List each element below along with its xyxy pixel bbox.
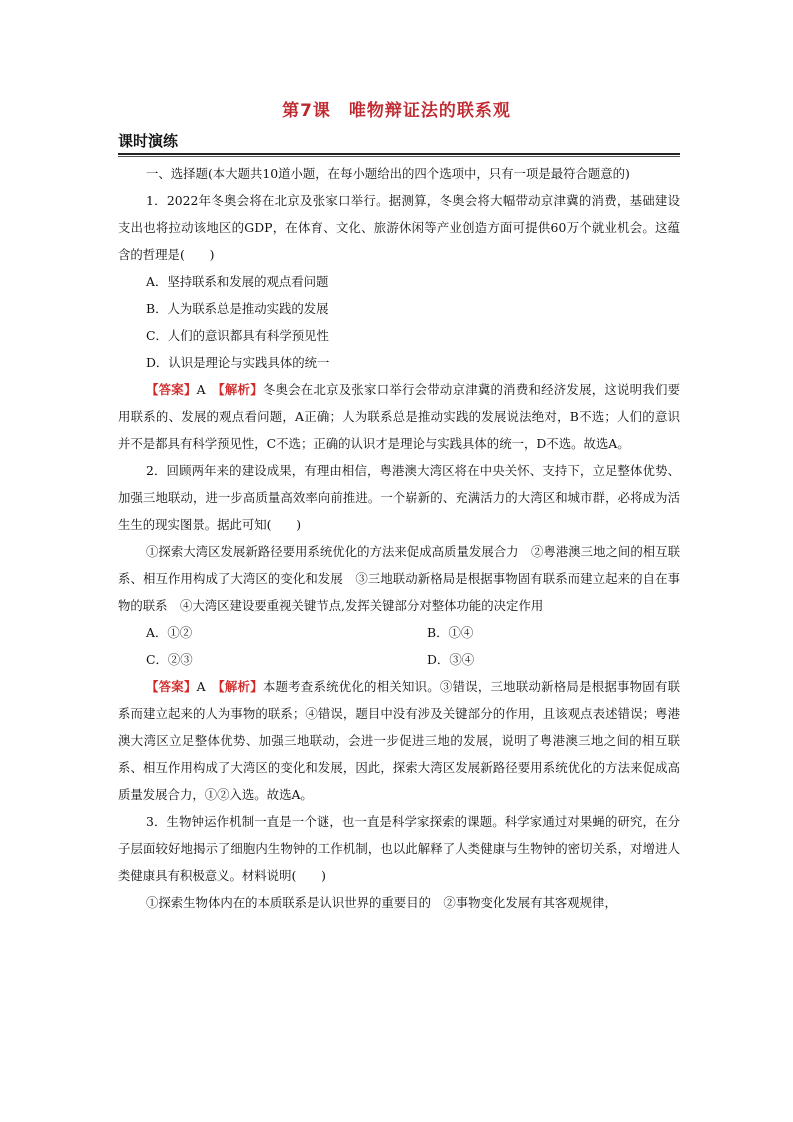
question-2-statements: ①探索大湾区发展新路径要用系统优化的方法来促成高质量发展合力 ②粤港澳三地之间的相互联系、相互作用构成了大湾区的变化和发展 ③三地联动新格局是根据事物固有联系而建立起来的自在事物的联系 ④大湾区建设要重视关键节点,发挥关键部分对整体功能的决定作用 [118, 544, 680, 613]
question-2-stem: 2．回顾两年来的建设成果，有理由相信，粤港澳大湾区将在中央关怀、支持下，立足整体优势、加强三地联动，进一步高质量高效率向前推进。一个崭新的、充满活力的大湾区和城市群，必将成为活生生的现实图景。据此可知( ) [118, 463, 680, 532]
analysis-tag: 【解析】 [218, 382, 263, 397]
question-2-option-a: A．①② [146, 625, 193, 640]
question-2-option-b: B．①④ [427, 625, 474, 640]
question-2-option-d: D．③④ [427, 652, 475, 667]
question-2-analysis: 本题考查系统优化的相关知识。③错误，三地联动新格局是根据事物固有联系而建立起来的人为事物的联系；④错误，题目中没有涉及关键部分的作用，且该观点表述错误；粤港澳大湾区立足整体优势、加强三地联动，会进一步促进三地的发展，说明了粤港澳三地之间的相互联系、相互作用构成了大湾区的变化和发展，因此，探索大湾区发展新路径要用系统优化的方法来促成高质量发展合力，①②入选。故选A。 [118, 679, 680, 802]
page-title: 第7课 唯物辩证法的联系观 [282, 101, 511, 121]
heading-rule-thin [118, 156, 680, 157]
question-1-analysis: 冬奥会在北京及张家口举行会带动京津冀的消费和经济发展，这说明我们要用联系的、发展的观点看问题，A正确；人为联系总是推动实践的发展说法绝对，B不选；人们的意识并不是都具有科学预见性，C不选；正确的认识才是理论与实践具体的统一，D不选。故选A。 [118, 382, 680, 451]
section-heading: 课时演练 [118, 132, 179, 150]
question-2-option-c: C．②③ [146, 652, 193, 667]
question-1-stem: 1．2022年冬奥会将在北京及张家口举行。据测算，冬奥会将大幅带动京津冀的消费，基础建设支出也将拉动该地区的GDP，在体育、文化、旅游休闲等产业创造方面可提供60万个就业机会。这蕴含的哲理是( ) [118, 193, 680, 262]
answer-tag: 【答案】 [146, 679, 197, 694]
question-3-statements: ①探索生物体内在的本质联系是认识世界的重要目的 ②事物变化发展有其客观规律， [146, 895, 617, 910]
question-2-options-row-2 [118, 646, 680, 673]
question-1-option-b: B．人为联系总是推动实践的发展 [146, 301, 329, 316]
document-content [118, 160, 680, 916]
question-2-answer-value: A [196, 679, 219, 694]
question-2-answer [118, 673, 680, 808]
heading-rule-thick [118, 153, 680, 155]
question-2-options-row-1 [118, 619, 680, 646]
question-1-option-a: A．坚持联系和发展的观点看问题 [146, 274, 329, 289]
analysis-tag: 【解析】 [218, 679, 263, 694]
section-intro: 一、选择题(本大题共10道小题，在每小题给出的四个选项中，只有一项是最符合题意的) [146, 166, 630, 181]
question-3-stem: 3．生物钟运作机制一直是一个谜，也一直是科学家探索的课题。科学家通过对果蝇的研究，在分子层面较好地揭示了细胞内生物钟的工作机制，也以此解释了人类健康与生物钟的密切关系，对增进人类健康具有积极意义。材料说明( ) [118, 814, 680, 883]
question-1-option-c: C．人们的意识都具有科学预见性 [146, 328, 329, 343]
answer-tag: 【答案】 [146, 382, 197, 397]
question-1-option-d: D．认识是理论与实践具体的统一 [146, 355, 330, 370]
question-1-answer [118, 376, 680, 457]
question-1-answer-value: A [196, 382, 219, 397]
